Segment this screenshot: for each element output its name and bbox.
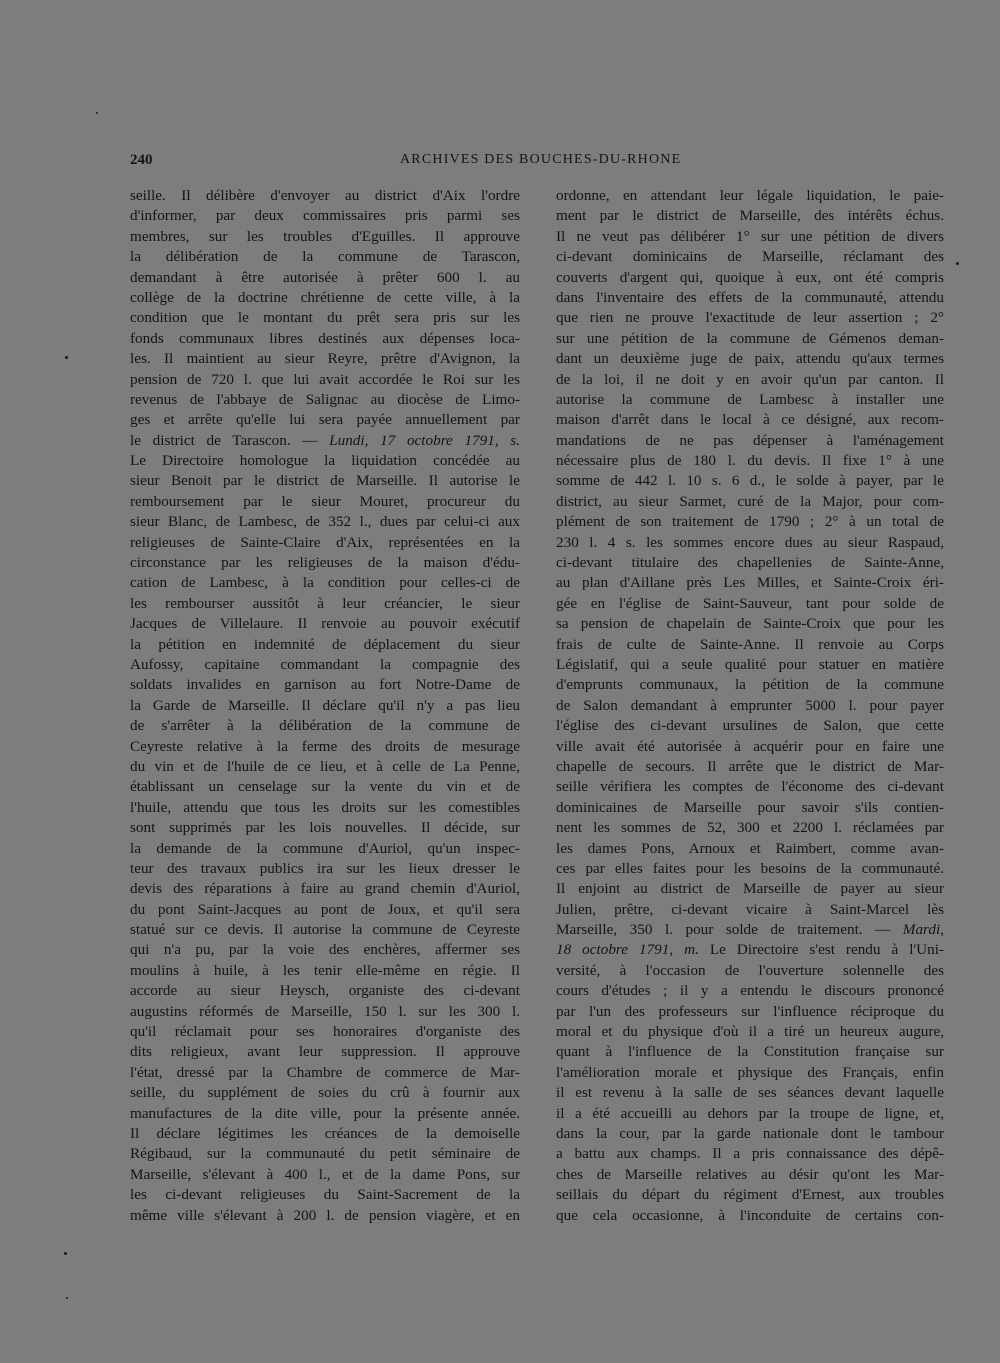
text-line: versité, à l'occasion de l'ouverture solennelle des <box>556 961 944 979</box>
text-line: Législatif, qui a seule qualité pour statuer en matière <box>556 655 944 673</box>
text-line: district, au sieur Sarmet, curé de la Major, pour com- <box>556 492 944 510</box>
text-line: dits religieux, avant leur suppression. Il approuve <box>130 1043 520 1061</box>
text-line: nécessaire plus de 180 l. du devis. Il fixe 1° à une <box>556 452 944 470</box>
text-line: ces par elles faites pour les besoins de la communauté. <box>556 859 944 877</box>
text-line: dans la cour, par la garde nationale dont le tambour <box>556 1124 944 1142</box>
text-line: quant à l'influence de la Constitution française sur <box>556 1043 944 1061</box>
text-line: accorde au sieur Heysch, organiste des ci-devant <box>130 982 520 1000</box>
text-line: Ceyreste relative à la ferme des droits de mesurage <box>130 737 520 755</box>
text-line: somme de 442 l. 10 s. 6 d., le solde à payer, par le <box>556 472 944 490</box>
text-line: les ci-devant religieuses du Saint-Sacrement de la <box>130 1186 520 1204</box>
text-line: dant un deuxième juge de paix, attendu qu'aux termes <box>556 350 944 368</box>
text-line: condition que le montant du prêt sera pris sur les <box>130 309 520 327</box>
text-line: que rien ne prouve l'exactitude de leur assertion ; 2° <box>556 309 944 327</box>
text-line: fonds communaux libres destinés aux dépenses loca- <box>130 329 520 347</box>
scan-speck <box>64 1252 67 1255</box>
text-line: seille. Il délibère d'envoyer au district d'Aix l'ordre <box>130 187 520 204</box>
text-line: ment par le district de Marseille, des intérêts échus. <box>556 207 944 225</box>
page-number: 240 <box>130 152 153 168</box>
text-line: l'amélioration morale et physique des Français, enfin <box>556 1063 944 1081</box>
text-line: même ville s'élevant à 200 l. de pension viagère, et en <box>130 1206 520 1224</box>
text-line: il est revenu à la salle de ses séances devant laquelle <box>556 1084 944 1102</box>
text-line: plément de son traitement de 1790 ; 2° à un total de <box>556 513 944 531</box>
text-line: Régibaud, sur la communauté du petit séminaire de <box>130 1145 520 1163</box>
text-line: augustins réformés de Marseille, 150 l. sur les 300 l. <box>130 1002 520 1020</box>
text-line: sur une pétition de la commune de Gémenos deman- <box>556 329 944 347</box>
text-line: sa pension de chapelain de Sainte-Croix que pour les <box>556 615 944 633</box>
text-line: sont supprimés par les lois nouvelles. Il décide, sur <box>130 819 520 837</box>
text-line: seille, du supplément de soies du crû à fournir aux <box>130 1084 520 1102</box>
text-line: dominicaines de Marseille pour savoir s'ils contien- <box>556 798 944 816</box>
text-line: cours d'études ; il y a entendu le discours prononcé <box>556 982 944 1000</box>
text-line: du pont Saint-Jacques au pont de Joux, et qu'il sera <box>130 900 520 918</box>
text-line: a battu aux champs. Il a pris connaissance des dépê- <box>556 1145 944 1163</box>
text-line: devis des réparations à faire au grand chemin d'Auriol, <box>130 880 520 898</box>
text-line: il a été accueilli au dehors par la troupe de ligne, et, <box>556 1104 944 1122</box>
text-line: de la loi, il ne doit y en avoir qu'un par canton. Il <box>556 370 944 388</box>
text-line: frais de culte de Sainte-Anne. Il renvoie au Corps <box>556 635 944 653</box>
text-line: la demande de la commune d'Auriol, qu'un inspec- <box>130 839 520 857</box>
text-line: Marseille, s'élevant à 400 l., et de la dame Pons, sur <box>130 1165 520 1183</box>
page-header <box>130 152 940 178</box>
text-line: 18 octobre 1791, m. Le Directoire s'est rendu à l'Uni- <box>556 941 944 959</box>
text-line: seillais du départ du régiment d'Ernest, aux troubles <box>556 1186 944 1204</box>
text-line: par l'un des professeurs sur l'influence réciproque du <box>556 1002 944 1020</box>
text-line: teur des travaux publics ira sur les lieux dresser le <box>130 859 520 877</box>
scan-speck <box>956 262 959 265</box>
text-line: l'huile, attendu que tous les droits sur les comestibles <box>130 798 520 816</box>
text-line: Julien, prêtre, ci-devant vicaire à Saint-Marcel lès <box>556 900 944 918</box>
text-line: soldats invalides en garnison au fort Notre-Dame de <box>130 676 520 694</box>
text-line: seille vérifiera les comptes de l'économe des ci-devant <box>556 778 944 796</box>
text-line: Aufossy, capitaine commandant la compagnie des <box>130 655 520 673</box>
text-line: mandations de ne pas dépenser à l'aménagement <box>556 431 944 449</box>
text-line: moral et du physique d'où il a tiré un heureux augure, <box>556 1023 944 1041</box>
text-line: moulins à huile, à les tenir elle-même en régie. Il <box>130 961 520 979</box>
running-title: ARCHIVES DES BOUCHES-DU-RHONE <box>400 152 682 167</box>
text-line: manufactures de la dite ville, pour la présente année. <box>130 1104 520 1122</box>
right-text-column <box>556 186 944 1226</box>
text-line: dans l'inventaire des effets de la communauté, attendu <box>556 288 944 306</box>
text-line: Il enjoint au district de Marseille de payer au sieur <box>556 880 944 898</box>
text-line: statué sur ce devis. Il autorise la commune de Ceyreste <box>130 921 520 939</box>
text-line: de s'arrêter à la délibération de la commune de <box>130 717 520 735</box>
text-line: du vin et de l'huile de ce lieu, et à celle de La Penne, <box>130 757 520 775</box>
text-line: maison d'arrêt dans le local à ce désigné, aux recom- <box>556 411 944 429</box>
text-line: la Garde de Marseille. Il déclare qu'il n'y a pas lieu <box>130 696 520 714</box>
text-line: l'état, dressé par la Chambre de commerce de Mar- <box>130 1063 520 1081</box>
text-line: ci-devant dominicains de Marseille, réclamant des <box>556 248 944 266</box>
left-text-column <box>130 186 520 1226</box>
text-line: ville avait été autorisée à acquérir pour en faire une <box>556 737 944 755</box>
text-line: au plan d'Aillane près Les Milles, et Sainte-Croix éri- <box>556 574 944 592</box>
text-line: revenus de l'abbaye de Salignac au diocèse de Limo- <box>130 390 520 408</box>
text-line: que cela occasionne, à l'inconduite de certains con- <box>556 1206 944 1224</box>
text-line: établissant un censelage sur la vente du vin et de <box>130 778 520 796</box>
text-line: 230 l. 4 s. les sommes encore dues au sieur Raspaud, <box>556 533 944 551</box>
text-line: Le Directoire homologue la liquidation concédée au <box>130 452 520 470</box>
text-line: religieuses de Sainte-Claire d'Aix, représentées en la <box>130 533 520 551</box>
text-line: la délibération de la commune de Tarascon, <box>130 248 520 266</box>
text-line: chapelle de secours. Il arrête que le district de Mar- <box>556 757 944 775</box>
text-line: gée en l'église de Saint-Sauveur, tant pour solde de <box>556 594 944 612</box>
text-line: remboursement par le sieur Mouret, procureur du <box>130 492 520 510</box>
text-line: les. Il maintient au sieur Reyre, prêtre d'Avignon, la <box>130 350 520 368</box>
text-line: ci-devant titulaire des chapellenies de Sainte-Anne, <box>556 554 944 572</box>
text-line: nent les sommes de 52, 300 et 2200 l. réclamées par <box>556 819 944 837</box>
text-line: sieur Blanc, de Lambesc, de 352 l., dues par celui-ci aux <box>130 513 520 531</box>
scan-speck <box>65 356 68 359</box>
text-line: Il déclare légitimes les créances de la demoiselle <box>130 1124 520 1142</box>
text-line: ches de Marseille relatives au désir qu'ont les Mar- <box>556 1165 944 1183</box>
text-line: ordonne, en attendant leur légale liquidation, le paie- <box>556 187 944 204</box>
scan-speck <box>96 112 98 114</box>
text-line: d'informer, par deux commissaires pris parmi ses <box>130 207 520 225</box>
text-line: membres, sur les troubles d'Eguilles. Il approuve <box>130 227 520 245</box>
text-line: de Salon demandant à emprunter 5000 l. pour payer <box>556 696 944 714</box>
text-line: qu'il réclamait pour ses honoraires d'organiste des <box>130 1023 520 1041</box>
text-line: Il ne veut pas délibérer 1° sur une pétition de divers <box>556 227 944 245</box>
text-line: l'église des ci-devant ursulines de Salon, que cette <box>556 717 944 735</box>
text-line: cation de Lambesc, à la condition pour celles-ci de <box>130 574 520 592</box>
text-line: demandant à être autorisée à prêter 600 l. au <box>130 268 520 286</box>
text-line: sieur Benoit par le district de Marseille. Il autorise le <box>130 472 520 490</box>
text-line: autorise la commune de Lambesc à installer une <box>556 390 944 408</box>
text-line: couverts d'argent qui, quoique à eux, ont été compris <box>556 268 944 286</box>
text-line: la pétition en indemnité de déplacement du sieur <box>130 635 520 653</box>
text-line: circonstance par les religieuses de la maison d'édu- <box>130 554 520 572</box>
text-line: les dames Pons, Arnoux et Raimbert, comme avan- <box>556 839 944 857</box>
text-line: ges et arrête qu'elle lui sera payée annuellement par <box>130 411 520 429</box>
text-line: les rembourser aussitôt à leur créancier, le sieur <box>130 594 520 612</box>
text-line: d'emprunts communaux, la pétition de la commune <box>556 676 944 694</box>
text-line: Jacques de Villelaure. Il renvoie au pouvoir exécutif <box>130 615 520 633</box>
text-line: collège de la doctrine chrétienne de cette ville, à la <box>130 288 520 306</box>
text-line: pension de 720 l. que lui avait accordée le Roi sur les <box>130 370 520 388</box>
text-line: le district de Tarascon. — Lundi, 17 octobre 1791, s. <box>130 431 520 449</box>
text-line: Marseille, 350 l. pour solde de traitement. — Mardi, <box>556 921 944 939</box>
scan-speck <box>66 1297 68 1299</box>
text-line: qui n'a pu, par la voie des enchères, affermer ses <box>130 941 520 959</box>
